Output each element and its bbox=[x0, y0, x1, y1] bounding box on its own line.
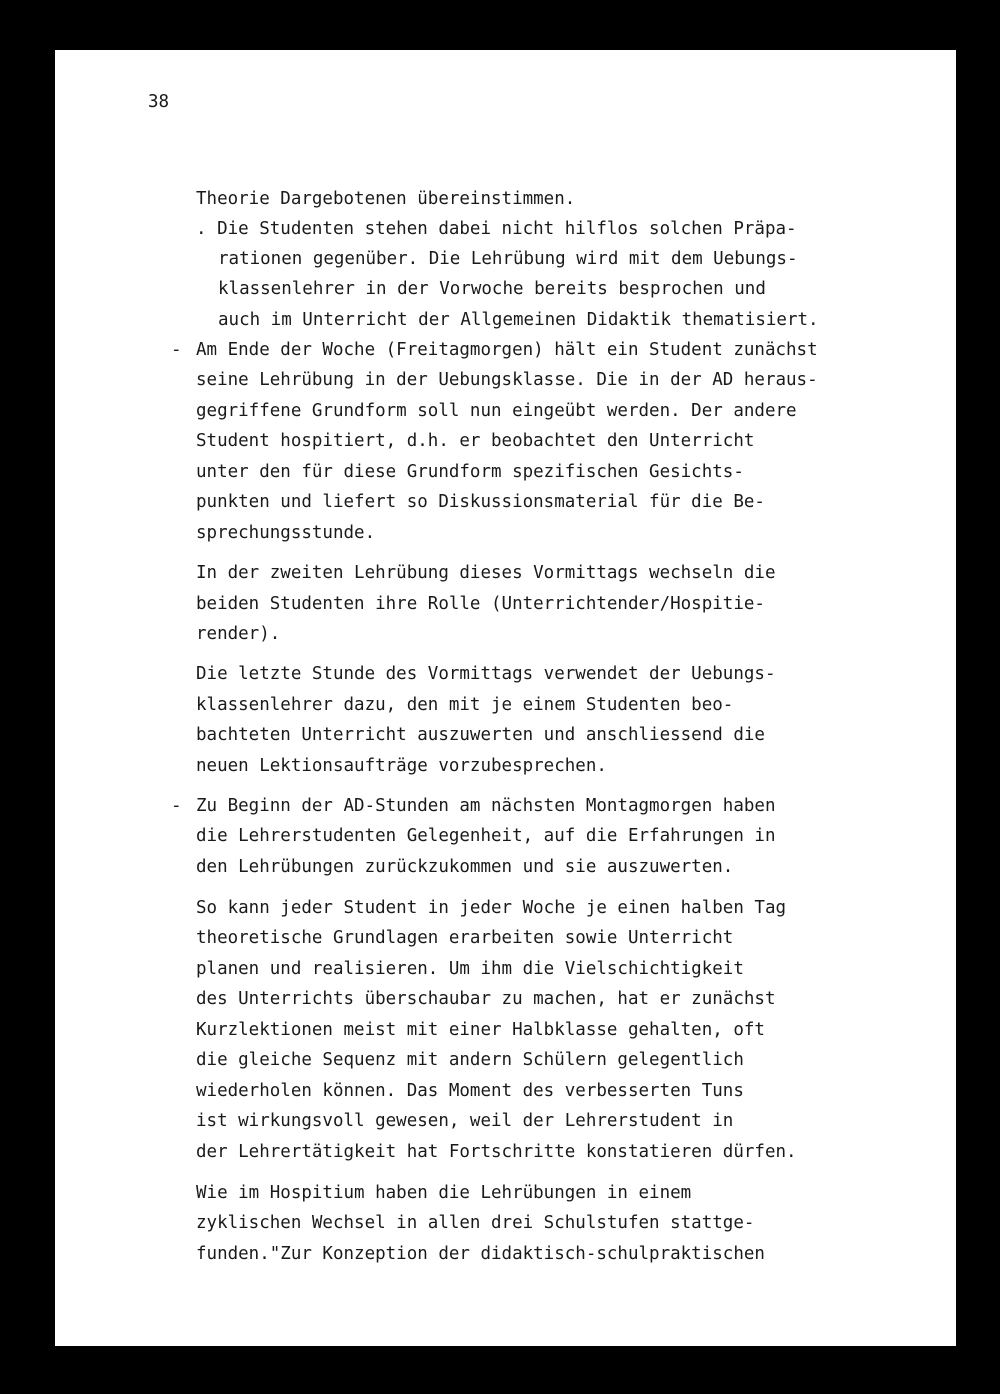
document-page bbox=[55, 50, 956, 1346]
text-line: wiederholen können. Das Moment des verbesserten Tuns bbox=[196, 1081, 744, 1101]
text-line: gegriffene Grundform soll nun eingeübt werden. Der andere bbox=[196, 401, 797, 421]
page-number: 38 bbox=[148, 92, 170, 112]
text-line: render). bbox=[196, 624, 281, 644]
text-line: Student hospitiert, d.h. er beobachtet den Unterricht bbox=[196, 431, 755, 451]
text-line: die Lehrerstudenten Gelegenheit, auf die Erfahrungen in bbox=[196, 826, 776, 846]
text-line: rationen gegenüber. Die Lehrübung wird mit dem Uebungs- bbox=[218, 249, 798, 269]
dash-bullet: - bbox=[171, 340, 182, 360]
text-line: klassenlehrer in der Vorwoche bereits besprochen und bbox=[218, 279, 766, 299]
text-line: ist wirkungsvoll gewesen, weil der Lehrerstudent in bbox=[196, 1111, 734, 1131]
dash-bullet: - bbox=[171, 796, 182, 816]
text-line: In der zweiten Lehrübung dieses Vormittags wechseln die bbox=[196, 563, 776, 583]
text-line: auch im Unterricht der Allgemeinen Didaktik thematisiert. bbox=[218, 310, 819, 330]
text-line: neuen Lektionsaufträge vorzubesprechen. bbox=[196, 756, 607, 776]
text-line: Kurzlektionen meist mit einer Halbklasse gehalten, oft bbox=[196, 1020, 765, 1040]
text-line: Die letzte Stunde des Vormittags verwendet der Uebungs- bbox=[196, 664, 776, 684]
text-line: So kann jeder Student in jeder Woche je einen halben Tag bbox=[196, 898, 787, 918]
text-line: sprechungsstunde. bbox=[196, 523, 376, 543]
text-line: Wie im Hospitium haben die Lehrübungen in einem bbox=[196, 1183, 692, 1203]
text-line: bachteten Unterricht auszuwerten und anschliessend die bbox=[196, 725, 765, 745]
text-line: beiden Studenten ihre Rolle (Unterrichtender/Hospitie- bbox=[196, 594, 765, 614]
text-line: den Lehrübungen zurückzukommen und sie auszuwerten. bbox=[196, 857, 734, 877]
text-line: punkten und liefert so Diskussionsmaterial für die Be- bbox=[196, 492, 765, 512]
text-line: Theorie Dargebotenen übereinstimmen. bbox=[196, 189, 576, 209]
text-line: die gleiche Sequenz mit andern Schülern gelegentlich bbox=[196, 1050, 744, 1070]
text-line: klassenlehrer dazu, den mit je einem Studenten beo- bbox=[196, 695, 734, 715]
text-line: Am Ende der Woche (Freitagmorgen) hält ein Student zunächst bbox=[196, 340, 818, 360]
text-line: unter den für diese Grundform spezifischen Gesichts- bbox=[196, 462, 744, 482]
text-line: theoretische Grundlagen erarbeiten sowie Unterricht bbox=[196, 928, 734, 948]
text-line: der Lehrertätigkeit hat Fortschritte konstatieren dürfen. bbox=[196, 1142, 797, 1162]
text-line: zyklischen Wechsel in allen drei Schulstufen stattge- bbox=[196, 1213, 755, 1233]
text-line: funden."Zur Konzeption der didaktisch-schulpraktischen bbox=[196, 1244, 765, 1264]
text-line: seine Lehrübung in der Uebungsklasse. Die in der AD heraus- bbox=[196, 370, 818, 390]
text-line: des Unterrichts überschaubar zu machen, hat er zunächst bbox=[196, 989, 776, 1009]
text-line: planen und realisieren. Um ihm die Vielschichtigkeit bbox=[196, 959, 744, 979]
text-line: Zu Beginn der AD-Stunden am nächsten Montagmorgen haben bbox=[196, 796, 776, 816]
text-line: . Die Studenten stehen dabei nicht hilflos solchen Präpa- bbox=[196, 219, 797, 239]
